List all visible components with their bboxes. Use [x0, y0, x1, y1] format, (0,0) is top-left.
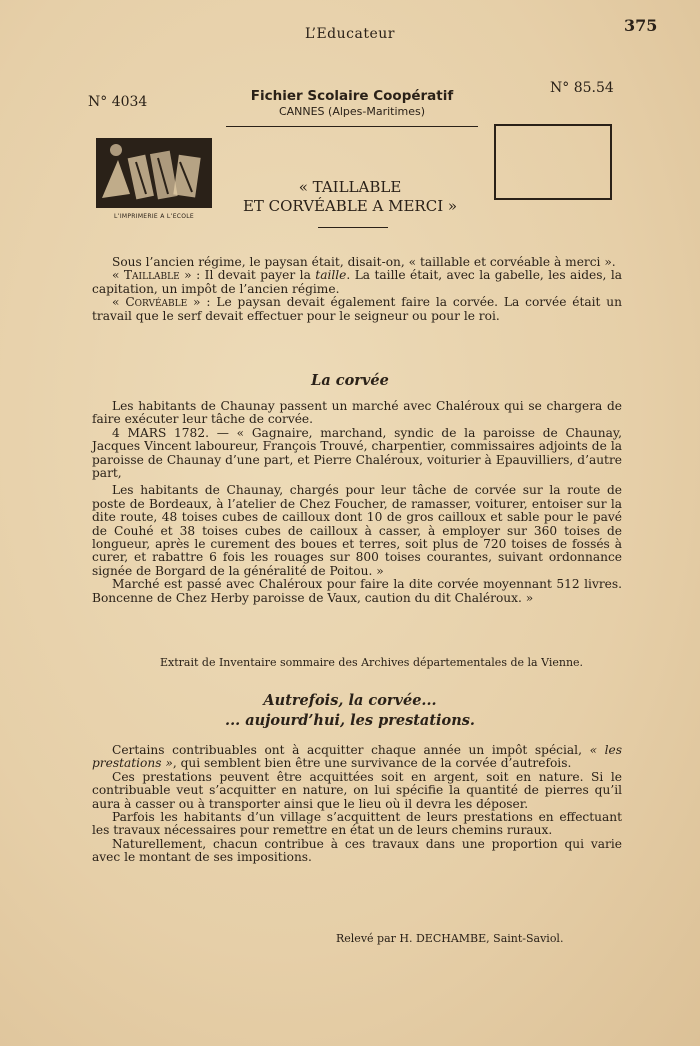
stamp-box [494, 124, 612, 200]
corvee-paragraph-3: Les habitants de Chaunay, chargés pour leur tâche de corvée sur la route de poste de Bordeaux, à l’atelier de Chez Foucher, de ramasser, voiturer, entoiser sur la dite route, 48 toises cubes de cailloux dont 10 de gros cailloux et sable pour le pavé de Couhé et 38 toises cubes de cailloux à casser, à employer sur 360 toises de longueur, après le curement des boues et terres, soit plus de 720 toises de fossés à curer, et rabattre 6 fois les rouages sur 800 toises courantes, suivant ordonnance signée de Borgard de la généralité de Poitou. » [92, 483, 622, 578]
corvee-paragraph-4: Marché est passé avec Chaléroux pour faire la dite corvée moyennant 512 livres. Boncenne de Chez Herby paroisse de Vaux, caution du dit Chaléroux. » [92, 577, 622, 605]
title-line-2: ET CORVÉABLE A MERCI » [242, 197, 458, 215]
corvee-paragraph-2: 4 MARS 1782. — « Gagnaire, marchand, syndic de la paroisse de Chaunay, Jacques Vincent laboureur, François Trouvé, charpentier, commissaires adjoints de la paroisse de Chaunay d’une part, et Pierre Chaléroux, voiturier à Epauvilliers, d’autre part, [92, 425, 622, 481]
publisher-block [226, 88, 478, 118]
publisher-name: Fichier Scolaire Coopératif [250, 88, 454, 104]
prestations-block [92, 744, 622, 865]
intro-paragraph-2: « Taillable » : Il devait payer la taille. La taille était, avec la gabelle, les aides, la capitation, un impôt de l’ancien régime. [92, 268, 622, 296]
archive-source: Extrait de Inventaire sommaire des Archives départementales de la Vienne. [160, 656, 584, 669]
term-taillable: « Taillable » [112, 268, 192, 283]
running-title: L’Educateur [305, 26, 395, 42]
prestations-paragraph-4: Naturellement, chacun contribue à ces travaux dans une proportion qui varie avec le montant de ses impositions. [92, 836, 622, 865]
term-corveable: « Corvéable » [112, 295, 201, 310]
intro-block [92, 256, 622, 323]
page-title [200, 178, 500, 216]
header-rule [226, 126, 478, 127]
corvee-block [92, 400, 622, 605]
section-heading-aujourdhui: ... aujourd’hui, les prestations. [225, 712, 475, 729]
fiche-number-right: N° 85.54 [550, 80, 614, 96]
intro-paragraph-3: « Corvéable » : Le paysan devait également faire la corvée. La corvée était un travail que le serf devait effectuer pour le seigneur ou pour le roi. [92, 295, 623, 323]
printing-press-logo-icon [96, 138, 212, 208]
logo-caption: L’IMPRIMERIE A L’ECOLE [113, 213, 195, 220]
intro-paragraph-1: Sous l’ancien régime, le paysan était, disait-on, « taillable et corvéable à merci ». [112, 255, 616, 269]
title-rule [318, 227, 388, 228]
section-heading-autrefois: Autrefois, la corvée... [263, 692, 437, 709]
page-number: 375 [624, 16, 658, 35]
title-line-1: « TAILLABLE [298, 178, 402, 196]
fiche-number-left: N° 4034 [88, 94, 148, 110]
prestations-paragraph-2: Ces prestations peuvent être acquittées soit en argent, soit en nature. Si le contribuable veut s’acquitter en nature, on lui spécifie la quantité de pierres qu’il aura à casser ou à transporter ainsi que le lieu où il devra les déposer. [92, 769, 622, 811]
signature-line: Relevé par H. DECHAMBE, Saint-Saviol. [336, 932, 564, 945]
section-heading-corvee: La corvée [311, 372, 389, 389]
publisher-place: CANNES (Alpes-Maritimes) [278, 105, 426, 118]
prestations-paragraph-3: Parfois les habitants d’un village s’acquittent de leurs prestations en effectuant les travaux nécessaires pour remettre en état un de leurs chemins ruraux. [92, 810, 622, 838]
prestations-paragraph-1: Certains contribuables ont à acquitter chaque année un impôt spécial, « les prestations », qui semblent bien être une survivance de la corvée d’autrefois. [92, 743, 622, 771]
corvee-paragraph-1: Les habitants de Chaunay passent un marché avec Chaléroux qui se chargera de faire exécuter leur tâche de corvée. [92, 399, 622, 427]
